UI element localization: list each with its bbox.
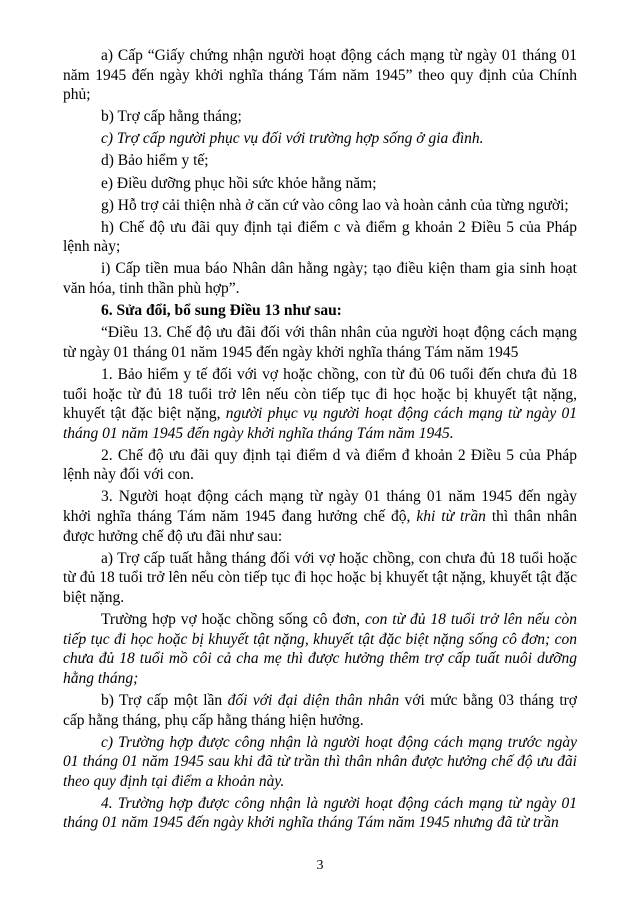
- page-number: 3: [316, 858, 324, 873]
- text-run-italic: đối với đại diện thân nhân: [227, 691, 400, 709]
- text-run: 3. Người hoạt động cách mạng từ ngày 01 tháng 01 năm 1945 đến ngày khởi nghĩa tháng Tám năm 1945 đang hưởng chế độ,: [63, 488, 577, 526]
- paragraph: [63, 446, 577, 485]
- paragraph: [63, 129, 577, 149]
- paragraph: [63, 365, 577, 443]
- text-run-italic: c) Trợ cấp người phục vụ đối với trường hợp sống ở gia đình.: [101, 130, 484, 148]
- paragraph: [63, 46, 577, 105]
- paragraph: [63, 107, 577, 127]
- paragraph: [63, 794, 577, 833]
- paragraph: [63, 549, 577, 608]
- text-run: g) Hỗ trợ cải thiện nhà ở căn cứ vào công lao và hoàn cảnh của từng người;: [101, 196, 569, 214]
- text-run-italic: khi từ trần: [416, 508, 486, 526]
- page-footer: [0, 857, 640, 875]
- text-run: 1. Bảo hiểm y tế đối với vợ hoặc chồng, con từ đủ 06 tuổi đến chưa đủ 18 tuổi hoặc từ đủ 18 tuổi trở lên nếu còn tiếp tục đi học hoặc bị khuyết tật nặng, khuyết tật đặc biệt nặng,: [63, 365, 577, 423]
- text-run: a) Trợ cấp tuất hằng tháng đối với vợ hoặc chồng, con chưa đủ 18 tuổi hoặc từ đủ 18 tuổi trở lên nếu còn tiếp tục đi học hoặc bị khuyết tật nặng, khuyết tật đặc biệt nặng.: [63, 549, 577, 606]
- text-run: Trường hợp vợ hoặc chồng sống cô đơn,: [101, 611, 365, 629]
- paragraph: [63, 301, 577, 321]
- text-run: e) Điều dưỡng phục hồi sức khỏe hằng năm;: [101, 174, 377, 192]
- paragraph: [63, 259, 577, 298]
- paragraph: [63, 323, 577, 362]
- document-body: [63, 46, 577, 833]
- text-run-italic: c) Trường hợp được công nhận là người hoạt động cách mạng trước ngày 01 tháng 01 năm 1945 sau khi đã từ trần thì thân nhân được hưởng chế độ ưu đãi theo quy định tại điểm a khoản này.: [63, 733, 577, 790]
- text-run-italic: con từ đủ 18 tuổi trở lên nếu còn tiếp tục đi học hoặc bị khuyết tật nặng, khuyết tật đặc biệt nặng sống cô đơn; con chưa đủ 18 tuổi mồ côi cả cha mẹ thì được hưởng thêm trợ cấp tuất nuôi dưỡng hằng tháng;: [63, 611, 578, 687]
- text-run: a) Cấp “Giấy chứng nhận người hoạt động cách mạng từ ngày 01 tháng 01 năm 1945 đến ngày khởi nghĩa tháng Tám năm 1945” theo quy định của Chính phủ;: [63, 47, 577, 104]
- paragraph: [63, 610, 577, 688]
- text-run: 2. Chế độ ưu đãi quy định tại điểm d và điểm đ khoản 2 Điều 5 của Pháp lệnh này đối với con.: [63, 446, 577, 484]
- text-run-italic: 4. Trường hợp được công nhận là người hoạt động cách mạng từ ngày 01 tháng 01 năm 1945 đến ngày khởi nghĩa tháng Tám năm 1945 nhưng đã từ trần: [63, 794, 577, 832]
- text-run: b) Trợ cấp một lần: [101, 691, 228, 709]
- text-run-italic: người phục vụ người hoạt động cách mạng từ ngày 01 tháng 01 năm 1945 đến ngày khởi nghĩa tháng Tám năm 1945.: [63, 405, 577, 442]
- text-run: thì thân nhân được hưởng chế độ ưu đãi như sau:: [63, 508, 577, 545]
- text-run: d) Bảo hiểm y tế;: [101, 152, 209, 170]
- paragraph: [63, 196, 577, 216]
- paragraph: [63, 691, 577, 730]
- paragraph: [63, 487, 577, 546]
- paragraph: [63, 151, 577, 171]
- text-run: với mức bằng 03 tháng trợ cấp hằng tháng, phụ cấp hằng tháng hiện hưởng.: [63, 691, 577, 729]
- text-run: b) Trợ cấp hằng tháng;: [101, 108, 242, 126]
- paragraph: [63, 218, 577, 257]
- text-run-bold: 6. Sửa đổi, bổ sung Điều 13 như sau:: [101, 302, 342, 320]
- paragraph: [63, 733, 577, 792]
- text-run: “Điều 13. Chế độ ưu đãi đối với thân nhân của người hoạt động cách mạng từ ngày 01 tháng 01 năm 1945 đến ngày khởi nghĩa tháng Tám năm 1945: [63, 324, 577, 361]
- paragraph: [63, 174, 577, 194]
- text-run: i) Cấp tiền mua báo Nhân dân hằng ngày; tạo điều kiện tham gia sinh hoạt văn hóa, tinh thần phù hợp”.: [63, 260, 577, 298]
- text-run: h) Chế độ ưu đãi quy định tại điểm c và điểm g khoản 2 Điều 5 của Pháp lệnh này;: [63, 218, 577, 256]
